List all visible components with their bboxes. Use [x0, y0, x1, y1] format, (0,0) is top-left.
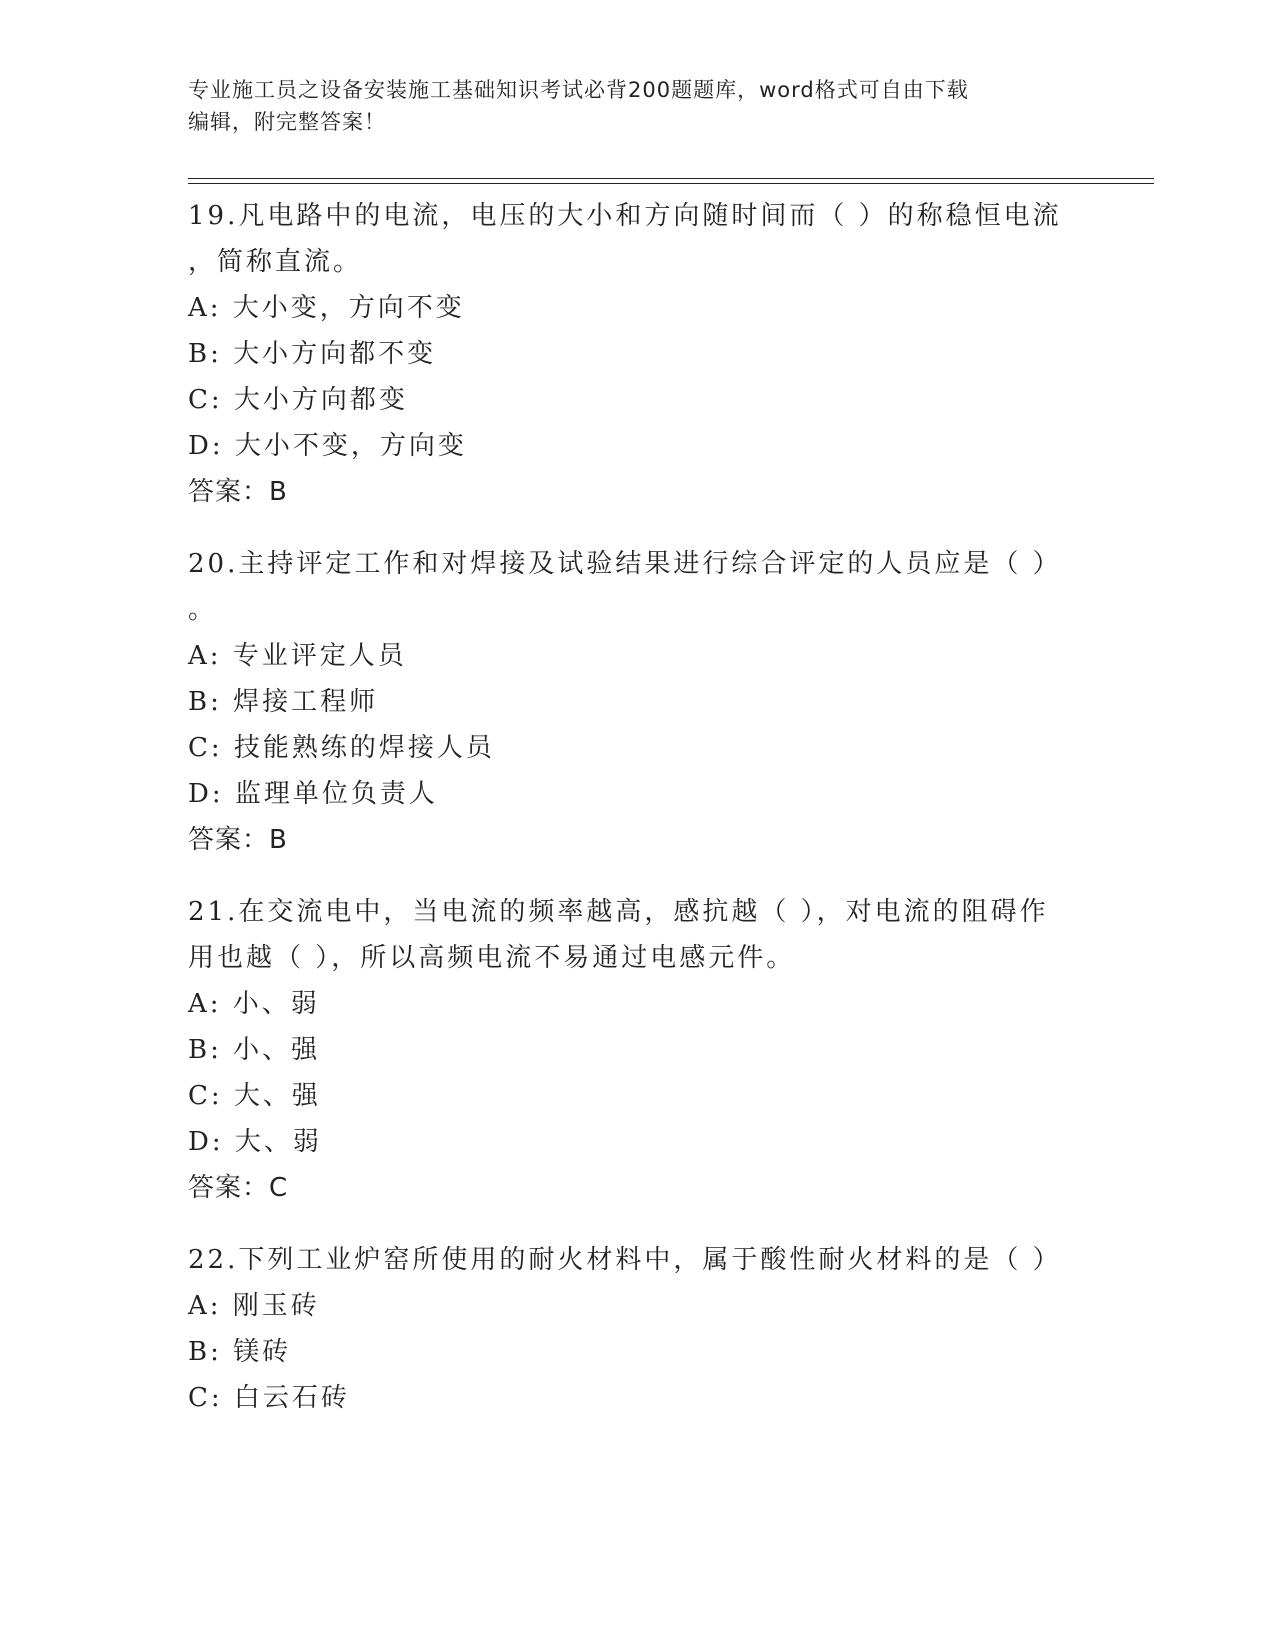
option-a: A: 刚玉砖	[188, 1291, 320, 1321]
option-d: D: 监理单位负责人	[188, 779, 438, 809]
option-d: D: 大小不变，方向变	[188, 431, 467, 461]
question-20	[188, 541, 1088, 863]
question-text-line: 21.在交流电中，当电流的频率越高，感抗越（ ），对电流的阻碍作	[188, 897, 1049, 927]
question-text-line: 。	[188, 595, 218, 625]
question-text	[188, 889, 1088, 981]
header-line-1: 专业施工员之设备安装施工基础知识考试必背200题题库，word格式可自由下载	[188, 78, 969, 102]
question-22	[188, 1237, 1088, 1421]
option-a: A: 大小变，方向不变	[188, 293, 465, 323]
option-b: B: 小、强	[188, 1035, 321, 1065]
option-d: D: 大、弱	[188, 1127, 322, 1157]
document-header	[188, 74, 1088, 138]
header-divider-top	[188, 178, 1154, 179]
header-divider-bottom	[188, 183, 1154, 184]
answer-label: 答案：B	[188, 477, 288, 507]
questions-list	[188, 193, 1088, 1447]
question-text-line: ，简称直流。	[188, 247, 363, 277]
answer-label: 答案：C	[188, 1173, 289, 1203]
question-text	[188, 1237, 1088, 1283]
question-text-line: 22.下列工业炉窑所使用的耐火材料中，属于酸性耐火材料的是（ ）	[188, 1245, 1062, 1275]
question-text-line: 19.凡电路中的电流，电压的大小和方向随时间而（ ）的称稳恒电流	[188, 201, 1062, 231]
option-c: C: 大小方向都变	[188, 385, 408, 415]
option-a: A: 专业评定人员	[188, 641, 407, 671]
question-text-line: 20.主持评定工作和对焊接及试验结果进行综合评定的人员应是（ ）	[188, 549, 1062, 579]
question-text	[188, 193, 1088, 285]
question-text-line: 用也越（ ），所以高频电流不易通过电感元件。	[188, 943, 796, 973]
option-b: B: 大小方向都不变	[188, 339, 437, 369]
option-a: A: 小、弱	[188, 989, 320, 1019]
header-line-2: 编辑，附完整答案！	[188, 110, 386, 134]
option-b: B: 镁砖	[188, 1337, 292, 1367]
option-b: B: 焊接工程师	[188, 687, 379, 717]
question-21	[188, 889, 1088, 1211]
option-c: C: 白云石砖	[188, 1383, 350, 1413]
option-c: C: 大、强	[188, 1081, 321, 1111]
option-c: C: 技能熟练的焊接人员	[188, 733, 495, 763]
answer-label: 答案：B	[188, 825, 288, 855]
question-text	[188, 541, 1088, 633]
question-19	[188, 193, 1088, 515]
